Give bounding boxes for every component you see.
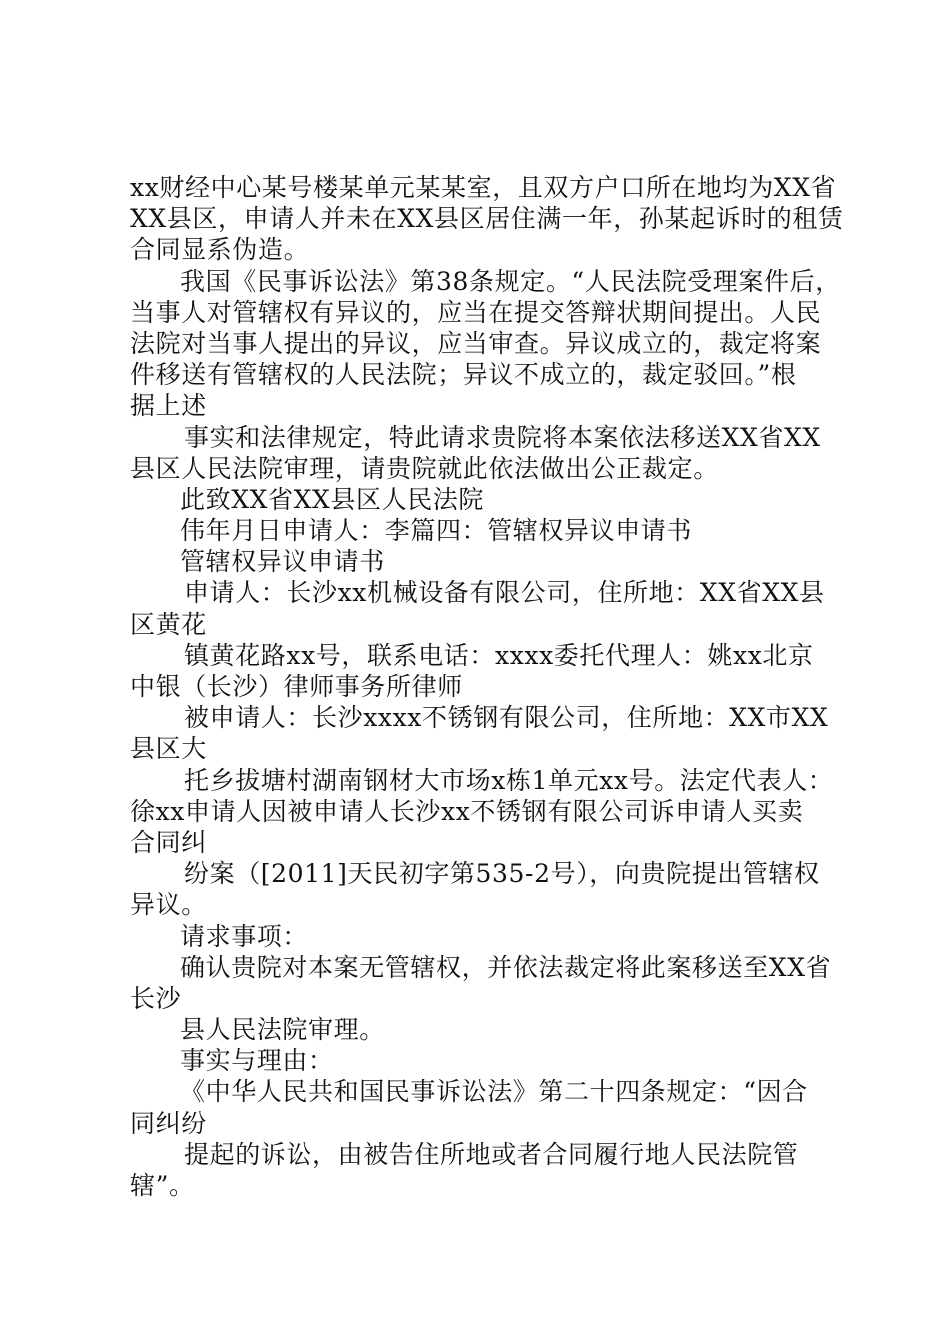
text-line: 辖”。 bbox=[130, 1171, 195, 1200]
text-line: 伟年月日申请人：李篇四：管辖权异议申请书 bbox=[180, 516, 693, 546]
document-body bbox=[130, 172, 844, 1201]
text-line: 被申请人：长沙xxxx不锈钢有限公司，住所地：XX市XX bbox=[184, 703, 829, 733]
text-line: 提起的诉讼，由被告住所地或者合同履行地人民法院管 bbox=[184, 1139, 799, 1169]
text-line: xx财经中心某号楼某单元某某室，且双方户口所在地均为XX省 bbox=[130, 173, 837, 202]
text-line: 据上述 bbox=[130, 391, 207, 421]
text-line: 事实和法律规定，特此请求贵院将本案依法移送XX省XX bbox=[184, 422, 821, 452]
text-line: 我国《民事诉讼法》第38条规定。“人民法院受理案件后， bbox=[180, 266, 841, 296]
text-line: 托乡拔塘村湖南钢材大市场x栋1单元xx号。法定代表人： bbox=[184, 765, 834, 795]
text-line: XX县区，申请人并未在XX县区居住满一年，孙某起诉时的租赁 bbox=[130, 204, 844, 234]
text-line: 长沙 bbox=[130, 983, 182, 1013]
text-line: 申请人：长沙xx机械设备有限公司，住所地：XX省XX县 bbox=[184, 578, 825, 608]
text-line: 区黄花 bbox=[130, 609, 207, 639]
text-line: 同纠纷 bbox=[130, 1108, 207, 1138]
text-line: 《中华人民共和国民事诉讼法》第二十四条规定：“因合 bbox=[180, 1077, 808, 1107]
text-line: 县区大 bbox=[130, 734, 207, 764]
text-line: 纷案（[2011]天民初字第535-2号），向贵院提出管辖权 bbox=[184, 859, 820, 889]
text-line: 事实与理由： bbox=[180, 1046, 334, 1076]
text-line: 件移送有管辖权的人民法院；异议不成立的，裁定驳回。”根 bbox=[130, 360, 797, 390]
text-line: 镇黄花路xx号，联系电话：xxxx委托代理人：姚xx北京 bbox=[184, 640, 814, 670]
text-line: 中银（长沙）律师事务所律师 bbox=[130, 672, 463, 701]
text-line: 异议。 bbox=[130, 890, 207, 920]
text-line: 县人民法院审理。 bbox=[180, 1015, 385, 1045]
text-line: 合同显系伪造。 bbox=[130, 235, 310, 265]
text-line: 合同纠 bbox=[130, 827, 207, 857]
text-line: 请求事项： bbox=[180, 921, 309, 951]
text-line: 县区人民法院审理，请贵院就此依法做出公正裁定。 bbox=[130, 453, 719, 483]
text-line: 当事人对管辖权有异议的，应当在提交答辩状期间提出。人民 bbox=[130, 297, 822, 327]
text-line: 此致XX省XX县区人民法院 bbox=[180, 484, 484, 514]
text-line: 徐xx申请人因被申请人长沙xx不锈钢有限公司诉申请人买卖 bbox=[130, 796, 804, 826]
text-line: 管辖权异议申请书 bbox=[180, 547, 385, 577]
text-line: 确认贵院对本案无管辖权，并依法裁定将此案移送至XX省 bbox=[180, 952, 832, 982]
text-line: 法院对当事人提出的异议，应当审查。异议成立的，裁定将案 bbox=[130, 328, 822, 358]
